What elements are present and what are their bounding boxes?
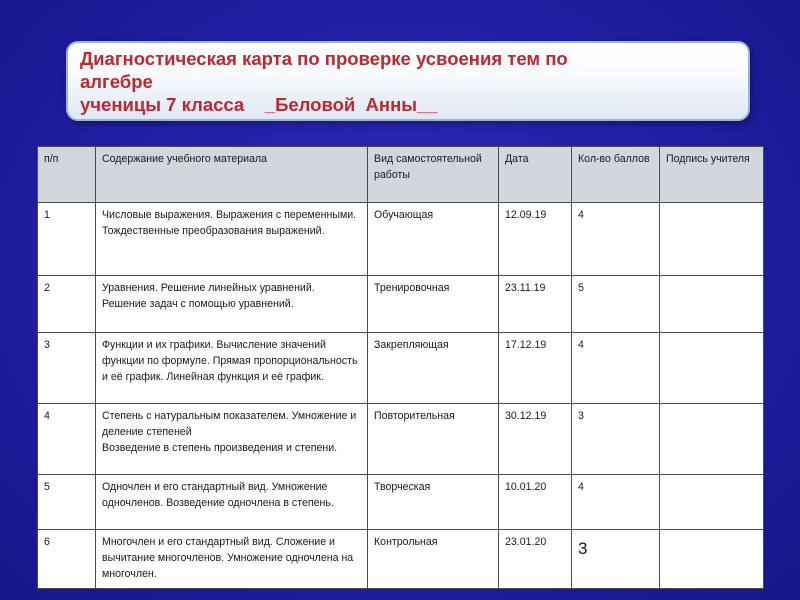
header-cell-signature: Подпись учителя — [660, 147, 764, 203]
cell-content: Многочлен и его стандартный вид. Сложение и вычитание многочленов. Умножение одночлена на многочлен. — [96, 530, 368, 589]
cell-date: 17.12.19 — [499, 333, 572, 404]
table-row — [38, 404, 764, 475]
cell-content: Числовые выражения. Выражения с переменными. Тождественные преобразования выражений. — [96, 203, 368, 276]
cell-number: 6 — [38, 530, 96, 589]
cell-score: 3 — [572, 530, 660, 589]
title-line-2: алгебре — [80, 71, 153, 92]
cell-score: 4 — [572, 333, 660, 404]
header-cell-number: п/п — [38, 147, 96, 203]
cell-work-type: Творческая — [368, 475, 499, 530]
cell-content: Степень с натуральным показателем. Умножение и деление степеней Возведение в степень произведения и степени. — [96, 404, 368, 475]
cell-number: 1 — [38, 203, 96, 276]
cell-signature[interactable] — [660, 276, 764, 333]
cell-date: 12.09.19 — [499, 203, 572, 276]
cell-work-type: Обучающая — [368, 203, 499, 276]
cell-work-type: Тренировочная — [368, 276, 499, 333]
cell-work-type: Повторительная — [368, 404, 499, 475]
cell-score: 5 — [572, 276, 660, 333]
header-cell-score: Кол-во баллов — [572, 147, 660, 203]
header-cell-date: Дата — [499, 147, 572, 203]
table-row — [38, 203, 764, 276]
title-box — [66, 41, 750, 121]
header-cell-work-type: Вид самостоятельной работы — [368, 147, 499, 203]
table-header-row — [38, 147, 764, 203]
cell-score: 4 — [572, 475, 660, 530]
cell-signature[interactable] — [660, 203, 764, 276]
title-line-3: ученицы 7 класса _Беловой Анны__ — [80, 94, 438, 115]
cell-score: 4 — [572, 203, 660, 276]
cell-work-type: Закрепляющая — [368, 333, 499, 404]
cell-date: 10.01.20 — [499, 475, 572, 530]
header-cell-content: Содержание учебного материала — [96, 147, 368, 203]
cell-date: 23.01.20 — [499, 530, 572, 589]
cell-signature[interactable] — [660, 530, 764, 589]
cell-content: Уравнения. Решение линейных уравнений. Решение задач с помощью уравнений. — [96, 276, 368, 333]
cell-score: 3 — [572, 404, 660, 475]
title-line-1: Диагностическая карта по проверке усвоения тем по — [80, 48, 568, 69]
cell-signature[interactable] — [660, 404, 764, 475]
cell-signature[interactable] — [660, 333, 764, 404]
cell-number: 3 — [38, 333, 96, 404]
table-row — [38, 333, 764, 404]
cell-signature[interactable] — [660, 475, 764, 530]
cell-content: Функции и их графики. Вычисление значений функции по формуле. Прямая пропорциональность и её график. Линейная функция и её график. — [96, 333, 368, 404]
cell-work-type: Контрольная — [368, 530, 499, 589]
cell-number: 5 — [38, 475, 96, 530]
cell-date: 30.12.19 — [499, 404, 572, 475]
cell-number: 2 — [38, 276, 96, 333]
diagnostic-table-container — [37, 146, 763, 588]
table-row — [38, 530, 764, 589]
table-row — [38, 276, 764, 333]
cell-date: 23.11.19 — [499, 276, 572, 333]
cell-number: 4 — [38, 404, 96, 475]
table-row — [38, 475, 764, 530]
diagnostic-table — [37, 146, 764, 589]
cell-content: Одночлен и его стандартный вид. Умножение одночленов. Возведение одночлена в степень. — [96, 475, 368, 530]
